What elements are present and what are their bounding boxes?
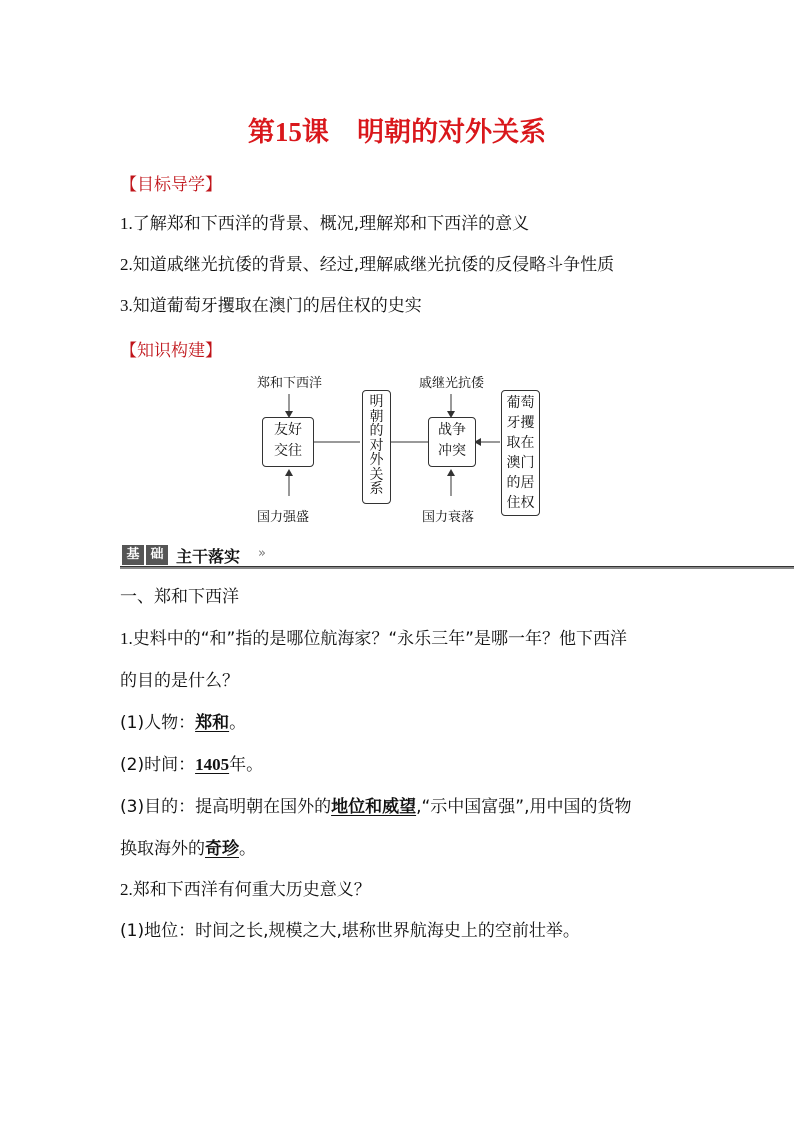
chevron-right-icon: » (258, 546, 266, 561)
answer-status: (1)地位：时间之长,规模之大,堪称世界航海史上的空前壮举。 (120, 921, 580, 941)
knowledge-diagram (250, 370, 550, 530)
knowledge-label: 【知识构建】 (120, 341, 222, 361)
question-1: 1.史料中的“和”指的是哪位航海家？“永乐三年”是哪一年？他下西洋 (120, 629, 627, 649)
section-banner (120, 543, 794, 567)
goal-item-2: 2.知道戚继光抗倭的背景、经过,理解戚继光抗倭的反侵略斗争性质 (120, 255, 615, 275)
question-1-cont: 的目的是什么？ (120, 671, 239, 691)
box-friendly-exchange: 友好 交往 (262, 417, 314, 467)
answer-blank: 奇珍 (205, 839, 239, 859)
goals-label: 【目标导学】 (120, 175, 222, 195)
label-qijiguang: 戚继光抗倭 (419, 376, 485, 391)
answer-person: (1)人物：郑和。 (120, 713, 247, 733)
page-title: 第15课 明朝的对外关系 (247, 117, 547, 148)
goal-item-3: 3.知道葡萄牙攫取在澳门的居住权的史实 (120, 296, 422, 316)
section-heading: 一、郑和下西洋 (120, 587, 239, 607)
answer-time: (2)时间：1405年。 (120, 755, 264, 775)
banner-title: 主干落实 (176, 547, 241, 566)
badge-chu: 础 (146, 545, 168, 565)
banner-rule-thick (120, 567, 794, 569)
label-strong-nation: 国力强盛 (257, 510, 310, 525)
box-portugal-macau: 葡萄 牙攫 取在 澳门 的居 住权 (501, 390, 540, 516)
badge-ji: 基 (122, 545, 144, 565)
question-2: 2.郑和下西洋有何重大历史意义？ (120, 880, 371, 900)
box-war-conflict: 战争 冲突 (428, 417, 476, 467)
label-zhenghe: 郑和下西洋 (257, 376, 323, 391)
goal-item-1: 1.了解郑和下西洋的背景、概况,理解郑和下西洋的意义 (120, 214, 530, 234)
box-ming-foreign-relations: 明 朝 的 对 外 关 系 (362, 390, 391, 504)
answer-blank: 地位和威望 (331, 797, 417, 817)
answer-purpose-cont: 换取海外的奇珍。 (120, 839, 256, 859)
answer-blank: 郑和 (195, 713, 230, 733)
answer-purpose: (3)目的：提高明朝在国外的地位和威望,“示中国富强”,用中国的货物 (120, 797, 632, 817)
label-declining-nation: 国力衰落 (422, 510, 475, 525)
answer-blank: 1405 (195, 755, 230, 774)
